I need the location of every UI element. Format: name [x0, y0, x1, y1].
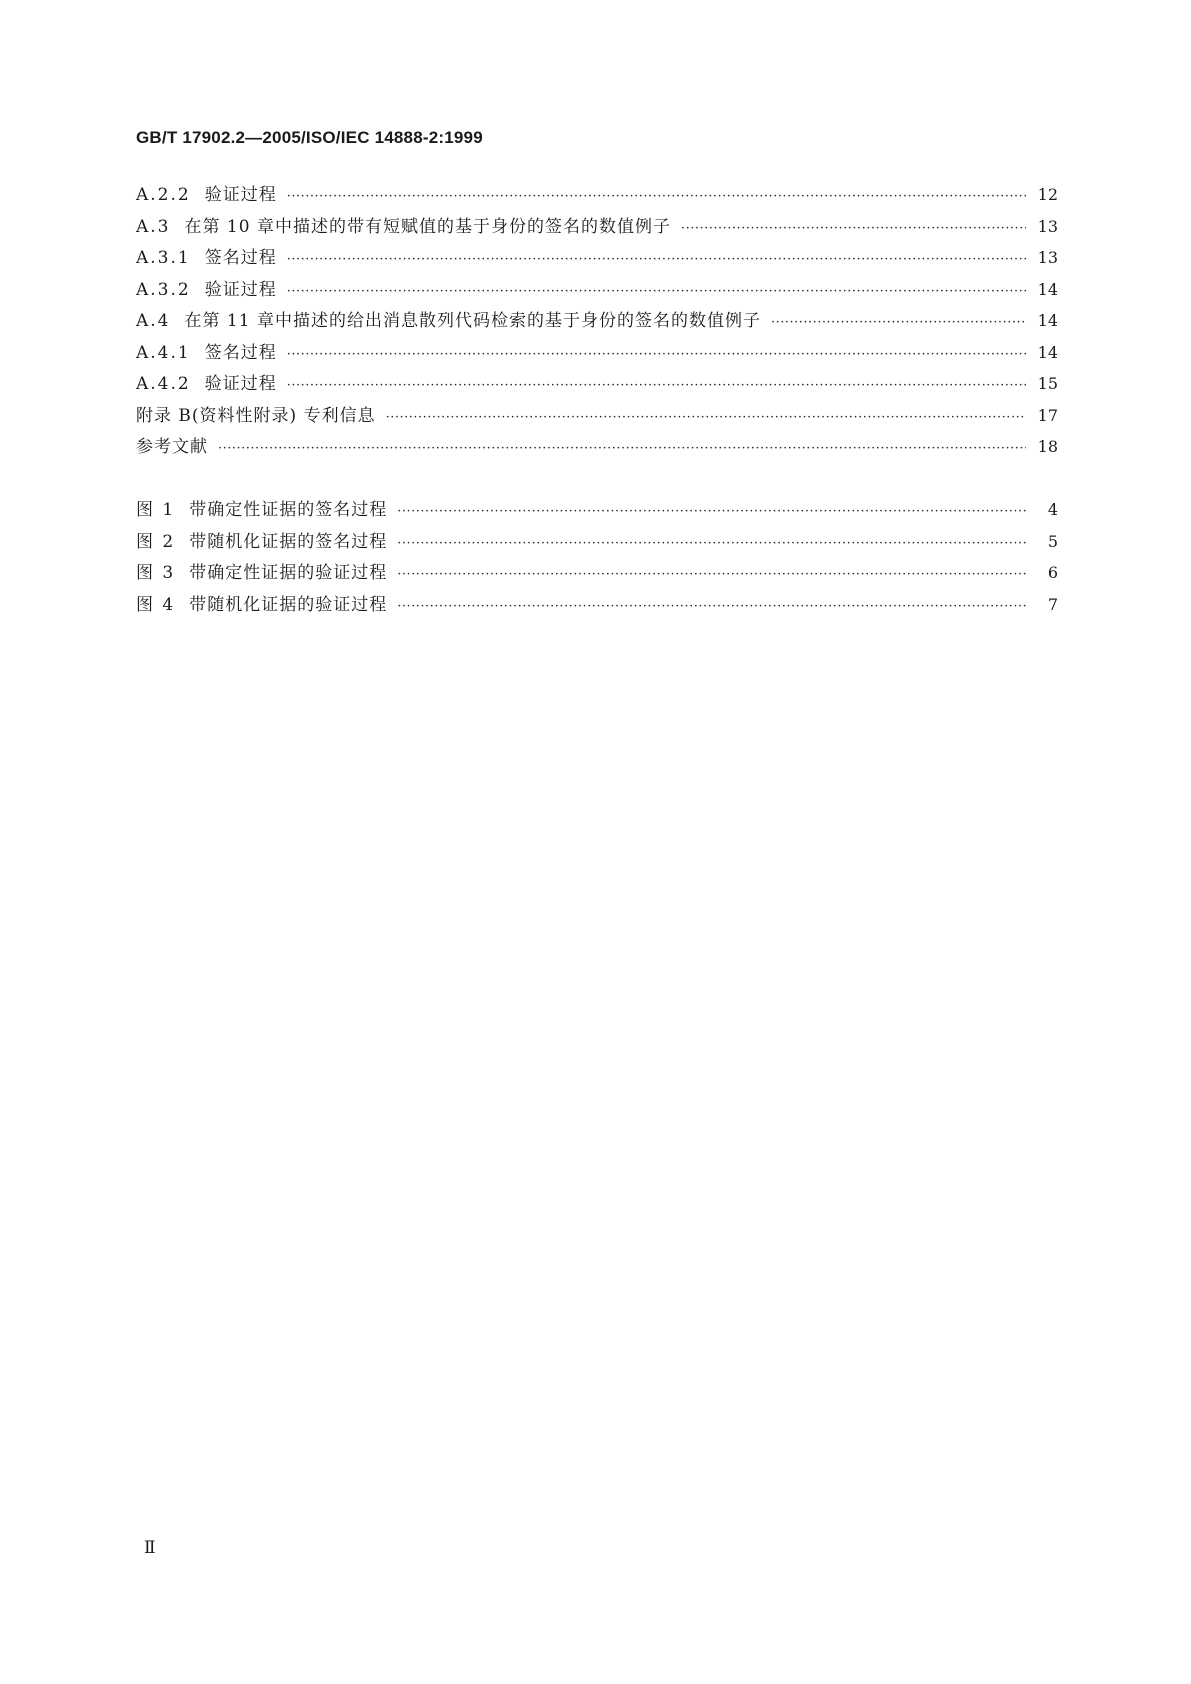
figure-entry-page: 5 [1047, 531, 1058, 551]
toc-entry-page: 14 [1037, 311, 1058, 330]
toc-entry[interactable] [136, 275, 1058, 307]
dot-leader [397, 504, 1026, 519]
figure-entry-number: 图 3 [136, 563, 176, 583]
toc-entry-bibliography[interactable] [136, 432, 1058, 464]
toc-entry-number: A.3 [136, 216, 171, 237]
dot-leader [287, 347, 1026, 362]
toc-figures-list [136, 495, 1058, 621]
toc-entry-number: A.4.2 [136, 374, 191, 394]
toc-entry[interactable] [136, 369, 1058, 401]
toc-entry[interactable] [136, 243, 1058, 275]
dot-leader [771, 315, 1026, 330]
toc-entry-page: 13 [1037, 216, 1058, 236]
figure-entry-title: 带随机化证据的验证过程 [189, 594, 388, 615]
toc-entry-number: A.3.1 [136, 248, 191, 268]
toc-entry[interactable] [136, 212, 1058, 244]
toc-entry-page: 18 [1037, 437, 1058, 456]
toc-entry-page: 13 [1037, 248, 1058, 267]
toc-entry[interactable] [136, 180, 1058, 212]
toc-entry-number: A.4 [136, 311, 171, 331]
dot-leader [287, 378, 1026, 393]
dot-leader [287, 284, 1026, 299]
toc-entry-annex-b[interactable] [136, 401, 1058, 433]
figure-entry-number: 图 1 [136, 500, 176, 520]
toc-entry-title: 验证过程 [204, 279, 277, 300]
toc-entry-page: 12 [1037, 185, 1058, 204]
dot-leader [397, 536, 1026, 551]
figure-entry-page: 7 [1047, 594, 1058, 614]
toc-entry-title: 在第 11 章中描述的给出消息散列代码检索的基于身份的签名的数值例子 [184, 311, 761, 331]
figure-entry-title: 带确定性证据的签名过程 [189, 500, 388, 520]
toc-entry-page: 14 [1037, 279, 1058, 299]
toc-entry-page: 15 [1037, 374, 1058, 393]
dot-leader [218, 441, 1026, 456]
dot-leader [397, 599, 1026, 614]
toc-entry-title: 在第 10 章中描述的带有短赋值的基于身份的签名的数值例子 [184, 216, 671, 237]
figure-entry[interactable] [136, 558, 1058, 590]
dot-leader [287, 252, 1026, 267]
toc-entry-number: A.3.2 [136, 279, 191, 300]
figure-entry-number: 图 4 [136, 594, 176, 615]
dot-leader [287, 189, 1026, 204]
figure-entry-page: 6 [1047, 563, 1058, 582]
standard-number-header: GB/T 17902.2—2005/ISO/IEC 14888-2:1999 [136, 128, 483, 147]
toc-entry-page: 14 [1037, 342, 1058, 362]
dot-leader [386, 410, 1026, 425]
figure-entry-title: 带随机化证据的签名过程 [189, 531, 388, 552]
figure-entry-number: 图 2 [136, 531, 176, 552]
toc-entry[interactable] [136, 338, 1058, 370]
toc-entry-number: A.4.1 [136, 342, 191, 363]
toc-entry-title: 验证过程 [204, 185, 277, 205]
page-folio: Ⅱ [144, 1538, 156, 1558]
toc-entry-title: 参考文献 [136, 437, 208, 457]
figure-entry-page: 4 [1047, 500, 1058, 519]
toc-entry-title: 附录 B(资料性附录) 专利信息 [136, 405, 376, 426]
figure-entry[interactable] [136, 527, 1058, 559]
figure-entry-title: 带确定性证据的验证过程 [189, 563, 388, 583]
toc-entry-title: 验证过程 [204, 374, 277, 394]
toc-entry-number: A.2.2 [136, 185, 191, 205]
dot-leader [397, 567, 1026, 582]
figure-entry[interactable] [136, 495, 1058, 527]
figure-entry[interactable] [136, 590, 1058, 622]
toc-sections-list [136, 180, 1058, 464]
toc-entry-page: 17 [1037, 405, 1058, 425]
dot-leader [681, 221, 1026, 236]
toc-entry[interactable] [136, 306, 1058, 338]
toc-entry-title: 签名过程 [204, 248, 277, 268]
toc-entry-title: 签名过程 [204, 342, 277, 363]
